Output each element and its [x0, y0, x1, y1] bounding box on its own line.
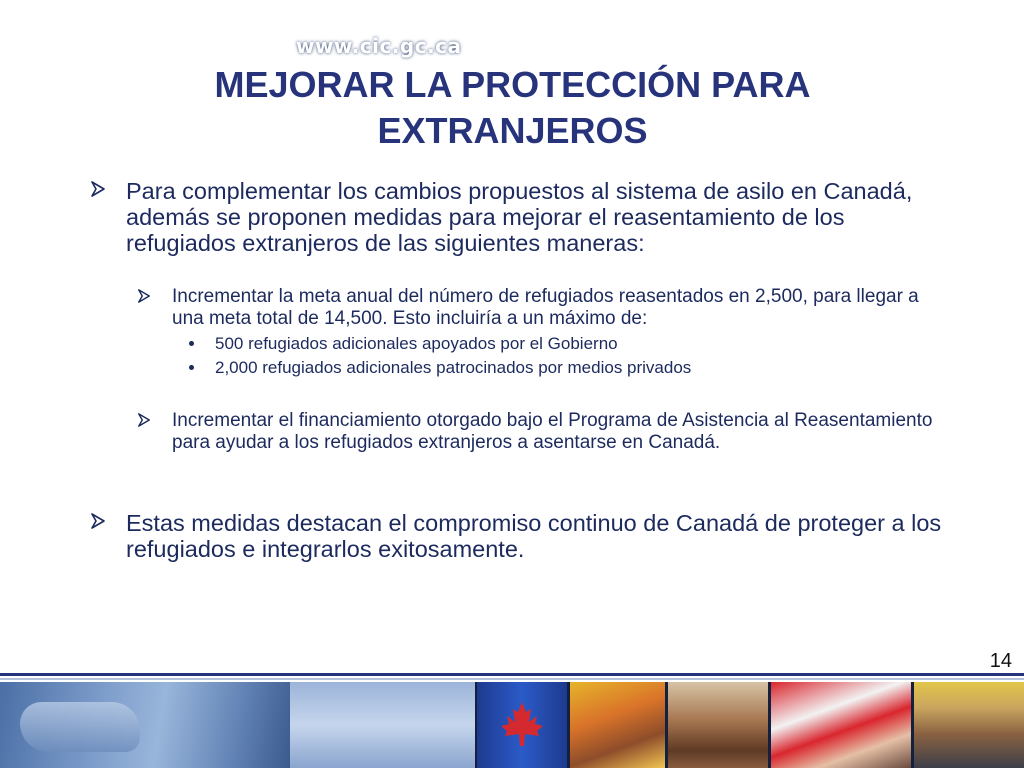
sub-bullet-text: Incrementar la meta anual del número de refugiados reasentados en 2,500, para llegar a una meta total de 14,500. Esto incluiría a un máximo de: — [172, 286, 919, 329]
bullet-text: Estas medidas destacan el compromiso continuo de Canadá de proteger a los refugiados e integrarlos exitosamente. — [126, 510, 942, 562]
bullet-text: Para complementar los cambios propuestos al sistema de asilo en Canadá, además se proponen medidas para mejorar el reasentamiento de los refugiados extranjeros de las siguientes maneras: — [126, 178, 913, 256]
arrow-bullet-icon — [90, 181, 106, 197]
page-number: 14 — [989, 650, 1012, 672]
sub-bullet-text: Incrementar el financiamiento otorgado bajo el Programa de Asistencia al Reasentamiento para ayudar a los refugiados extranjeros a asentarse en Canadá. — [172, 410, 933, 453]
worker-hardhat-photo — [914, 682, 1024, 768]
slide-title-line-1: MEJORAR LA PROTECCIÓN PARA — [214, 64, 811, 105]
handshake-photo — [0, 682, 290, 768]
sub-sub-bullet-text: 2,000 refugiados adicionales patrocinados por medios privados — [215, 358, 692, 377]
footer-banner — [0, 682, 1024, 768]
arrow-bullet-icon — [137, 289, 151, 303]
maple-leaf-icon — [495, 698, 549, 752]
dot-bullet-icon — [189, 341, 194, 346]
url-background — [290, 682, 475, 768]
arrow-bullet-icon — [90, 513, 106, 529]
footer-divider — [0, 673, 1024, 676]
website-url[interactable]: www.cic.gc.ca — [296, 34, 462, 58]
sub-sub-bullet-text: 500 refugiados adicionales apoyados por el Gobierno — [215, 334, 618, 353]
children-flag-photo — [771, 682, 911, 768]
arrow-bullet-icon — [137, 413, 151, 427]
handshake-icon — [20, 702, 140, 752]
woman-portrait-photo — [668, 682, 768, 768]
children-photo — [570, 682, 665, 768]
slide-title-line-2: EXTRANJEROS — [377, 110, 648, 151]
canada-flag-photo — [477, 682, 567, 768]
dot-bullet-icon — [189, 365, 194, 370]
footer-divider — [0, 678, 1024, 680]
